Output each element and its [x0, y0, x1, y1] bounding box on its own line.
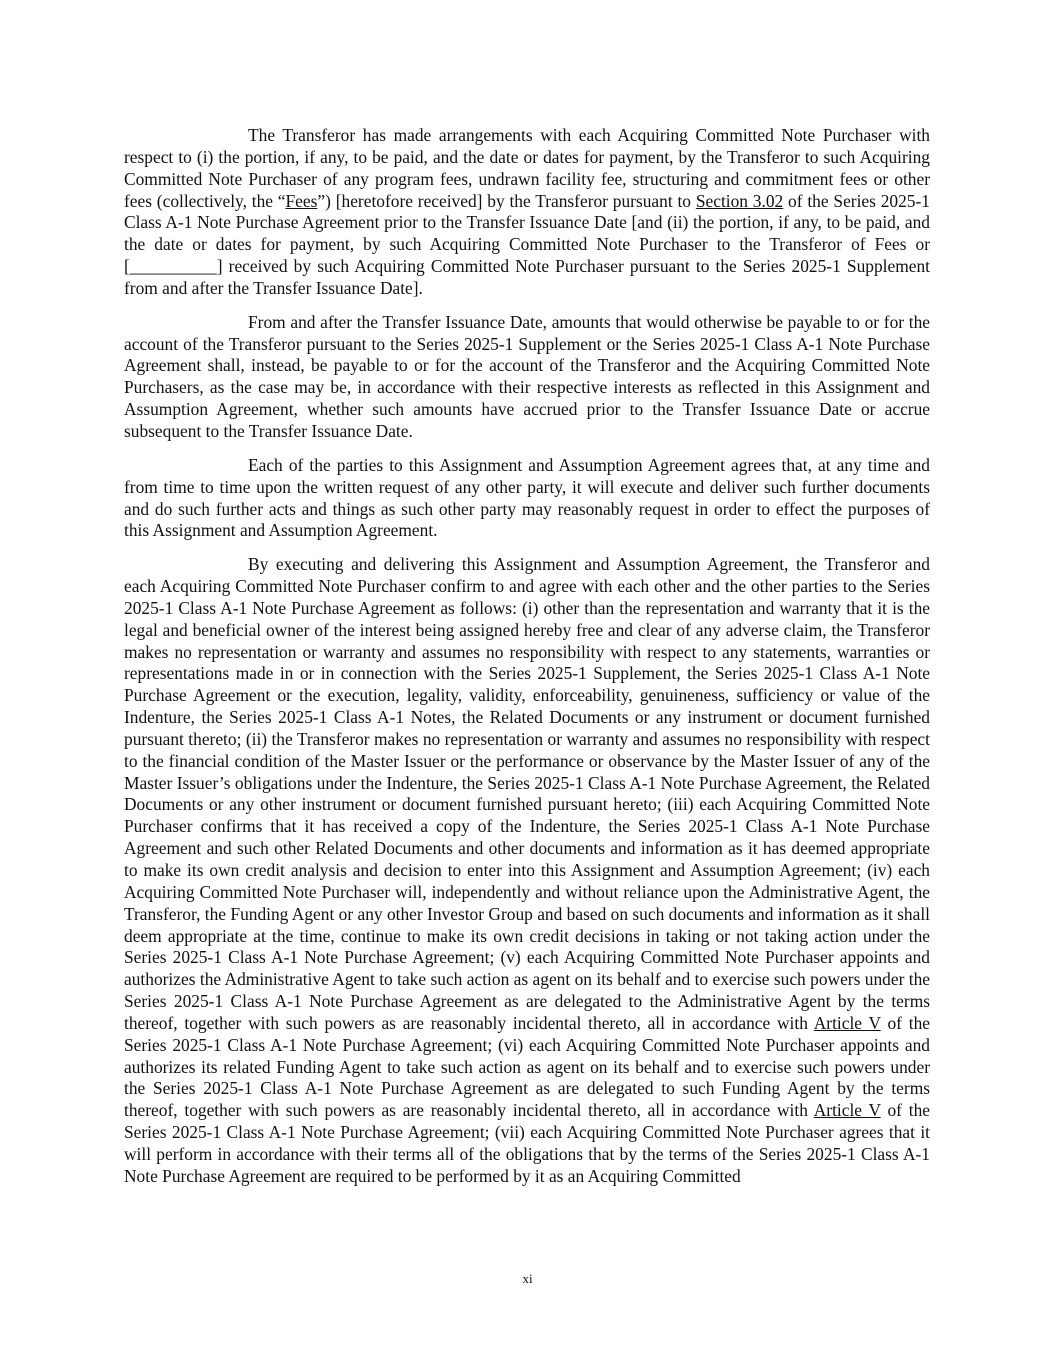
paragraph-fees-arrangements: [124, 125, 930, 300]
text-run: From and after the Transfer Issuance Date, amounts that would otherwise be payable to or for the account of the Transferor pursuant to the Series 2025-1 Supplement or the Series 2025-1 Class A-1 Note Purchase Agreement shall, instead, be payable to or for the account of the Transferor and the Acquiring Committed Note Purchasers, as the case may be, in accordance with their respective interests as reflected in this Assignment and Assumption Agreement, whether such amounts have accrued prior to the Transfer Issuance Date or accrue subsequent to the Transfer Issuance Date.: [124, 311, 930, 441]
text-run: ] received by such Acquiring Committed Note Purchaser pursuant to the Series 2025-1 Supplement from and after the Transfer Issuance Date].: [124, 256, 930, 298]
paragraph-payable-amounts: [124, 312, 930, 443]
text-run: of the Series 2025-1 Class A-1 Note Purchase Agreement; (vi) each Acquiring Committed Note Purchaser appoints and authorizes its related Funding Agent to take such action as agent on its behalf and to exercise such powers under the Series 2025-1 Class A-1 Note Purchase Agreement as are delegated to such Funding Agent by the terms thereof, together with such powers as are reasonably incidental thereto, all in accordance with: [124, 1012, 930, 1121]
blank-placeholder: __________: [129, 256, 217, 277]
paragraph-further-assurances: [124, 455, 930, 542]
text-run: The Transferor has made arrangements with each Acquiring Committed Note Purchaser with respect to (i) the portion, if any, to be paid, and the date or dates for payment, by the Transferor to such Acquiring Committed Note Purchaser of any program fees, undrawn facility fee, structuring and commitment fees or other fees (collectively, the “: [124, 125, 930, 211]
page-number: xi: [522, 1271, 533, 1286]
article-reference: Article V: [813, 1012, 881, 1033]
article-reference: Article V: [813, 1100, 881, 1121]
section-reference: Section 3.02: [695, 190, 784, 211]
paragraph-confirmations: [124, 554, 930, 1187]
text-run: of the Series 2025-1 Class A-1 Note Purchase Agreement; (vii) each Acquiring Committed Note Purchaser agrees that it will perform in accordance with their terms all of the obligations that by the terms of the Series 2025-1 Class A-1 Note Purchase Agreement are required to be performed by it as an Acquiring Committed: [124, 1100, 930, 1186]
document-page: [124, 125, 930, 1200]
text-run: By executing and delivering this Assignment and Assumption Agreement, the Transferor and each Acquiring Committed Note Purchaser confirm to and agree with each other and the other parties to the Series 2025-1 Class A-1 Note Purchase Agreement as follows: (i) other than the representation and warranty that it is the legal and beneficial owner of the interest being assigned hereby free and clear of any adverse claim, the Transferor makes no representation or warranty and assumes no responsibility with respect to any statements, warranties or representations made in or in connection with the Series 2025-1 Supplement, the Series 2025-1 Class A-1 Note Purchase Agreement or the execution, legality, validity, enforceability, genuineness, sufficiency or value of the Indenture, the Series 2025-1 Class A-1 Notes, the Related Documents or any instrument or document furnished pursuant thereto; (ii) the Transferor makes no representation or warranty and assumes no responsibility with respect to the financial condition of the Master Issuer or the performance or observance by the Master Issuer of any of the Master Issuer’s obligations under the Indenture, the Series 2025-1 Class A-1 Note Purchase Agreement, the Related Documents or any other instrument or document furnished pursuant hereto; (iii) each Acquiring Committed Note Purchaser confirms that it has received a copy of the Indenture, the Series 2025-1 Class A-1 Note Purchase Agreement and such other Related Documents and other documents and information as it has deemed appropriate to make its own credit analysis and decision to enter into this Assignment and Assumption Agreement; (iv) each Acquiring Committed Note Purchaser will, independently and without reliance upon the Administrative Agent, the Transferor, the Funding Agent or any other Investor Group and based on such documents and information as it shall deem appropriate at the time, continue to make its own credit decisions in taking or not taking action under the Series 2025-1 Class A-1 Note Purchase Agreement; (v) each Acquiring Committed Note Purchaser appoints and authorizes the Administrative Agent to take such action as agent on its behalf and to exercise such powers under the Series 2025-1 Class A-1 Note Purchase Agreement as are delegated to the Administrative Agent by the terms thereof, together with such powers as are reasonably incidental thereto, all in accordance with: [124, 554, 930, 1033]
defined-term-fees: Fees: [285, 190, 318, 211]
text-run: of the Series 2025-1 Class A-1 Note Purchase Agreement prior to the Transfer Issuance Date [and (ii) the portion, if any, to be paid, and the date or dates for payment, by such Acquiring Committed Note Purchaser to the Transferor of Fees or [: [124, 190, 930, 277]
text-run: Each of the parties to this Assignment and Assumption Agreement agrees that, at any time and from time to time upon the written request of any other party, it will execute and deliver such further documents and do such further acts and things as such other party may reasonably request in order to effect the purposes of this Assignment and Assumption Agreement.: [124, 454, 930, 541]
text-run: ”) [heretofore received] by the Transferor pursuant to: [317, 190, 696, 211]
